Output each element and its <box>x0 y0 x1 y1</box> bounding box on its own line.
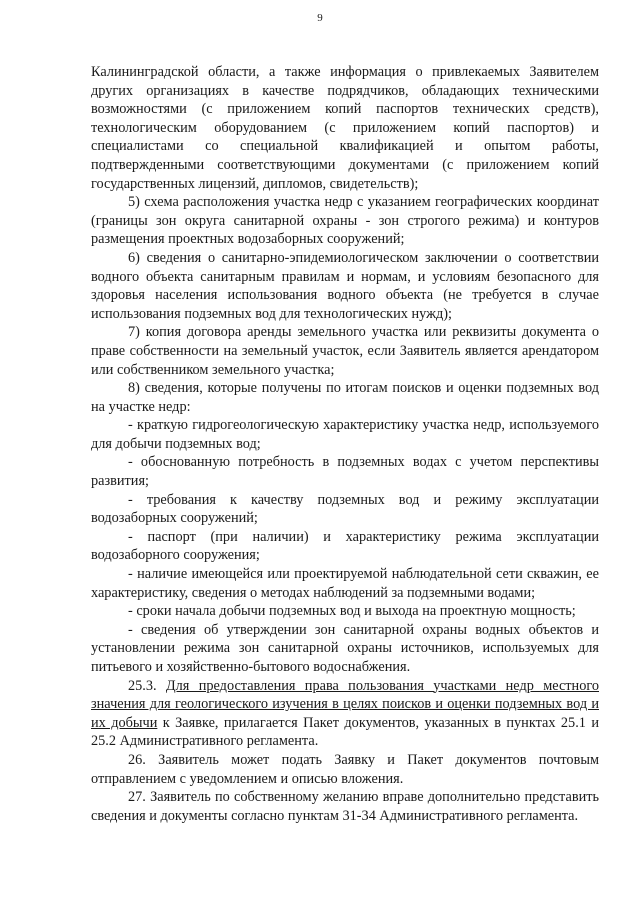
paragraph-27: 27. Заявитель по собственному желанию вправе дополнительно представить сведения и документы согласно пунктам 31-34 Административного регламента. <box>91 789 599 824</box>
paragraph-25-3 <box>91 677 599 751</box>
list-item-hydro-characteristics: - краткую гидрогеологическую характеристику участка недр, используемого для добычи подземных вод; <box>91 417 599 452</box>
paragraph-item-8: 8) сведения, которые получены по итогам поисков и оценки подземных вод на участке недр: <box>91 380 599 415</box>
paragraph-item-6: 6) сведения о санитарно-эпидемиологическом заключении о соответствии водного объекта санитарным правилам и нормам, и условиям безопасного для здоровья населения использования водного объекта (не требуется в случае использования подземных вод для технологических нужд); <box>91 249 599 322</box>
paragraph-item-7: 7) копия договора аренды земельного участка или реквизиты документа о праве собственности на земельный участок, если Заявитель является арендатором или собственником земельного участка; <box>91 324 599 378</box>
list-item-observation-network: - наличие имеющейся или проектируемой наблюдательной сети скважин, ее характеристику, сведения о методах наблюдений за подземными водами; <box>91 566 599 601</box>
list-item-quality-requirements: - требования к качеству подземных вод и режиму эксплуатации водозаборных сооружений; <box>91 491 599 527</box>
list-item-need: - обоснованную потребность в подземных водах с учетом перспективы развития; <box>91 454 599 490</box>
paragraph-continuation: Калининградской области, а также информация о привлекаемых Заявителем других организациях в качестве подрядчиков, обладающих техническими возможностями (с приложением копий паспортов технических средств), технологическим оборудованием (с приложением копий паспортов) и специалистами со специальной квалификацией и опытом работы, подтвержденными соответствующими документами (с приложением копий государственных лицензий, дипломов, свидетельств); <box>91 64 599 192</box>
list-item-terms: - сроки начала добычи подземных вод и выхода на проектную мощность; <box>128 603 576 620</box>
page-number: 9 <box>317 12 323 24</box>
paragraph-25-3-rest: к Заявке, прилагается Пакет документов, указанных в пунктах 25.1 и 25.2 Административного регламента. <box>91 714 599 750</box>
paragraph-25-3-number: 25.3. <box>128 677 157 694</box>
list-item-passport: - паспорт (при наличии) и характеристику режима эксплуатации водозаборного сооружения; <box>91 528 599 564</box>
list-item-sanitary-zones: - сведения об утверждении зон санитарной охраны водных объектов и установлении режима зон санитарной охраны источников, используемых для питьевого и хозяйственно-бытового водоснабжения. <box>91 621 599 675</box>
paragraph-25-3-underlined: Для предоставления права пользования участками недр местного значения для геологического изучения в целях поисков и оценки подземных вод и их добычи <box>91 677 599 731</box>
document-body <box>91 63 599 825</box>
paragraph-item-5: 5) схема расположения участка недр с указанием географических координат (границы зон округа санитарной охраны - зон строгого режима) и контуров размещения проектных водозаборных сооружений; <box>91 194 599 248</box>
paragraph-26: 26. Заявитель может подать Заявку и Пакет документов почтовым отправлением с уведомлением и описью вложения. <box>91 751 599 787</box>
